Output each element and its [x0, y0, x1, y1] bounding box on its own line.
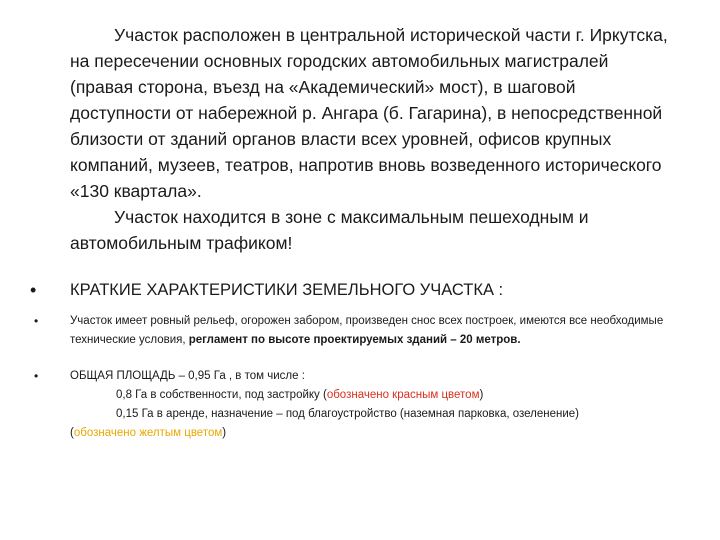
- list-item-heading: [30, 278, 690, 302]
- area-title: ОБЩАЯ ПЛОЩАДЬ – 0,95 Га , в том числе :: [70, 370, 305, 382]
- characteristics-list: [30, 278, 690, 443]
- lease-close: ): [222, 427, 227, 439]
- intro-paragraph-location: Участок расположен в центральной исторической части г. Иркутска, на пересечении основных городских автомобильных магистралей (правая сторона, въезд на «Академический» мост), в шаговой доступности от набережной р. Ангара (б. Гагарина), в непосредственной близости от зданий органов власти всех уровней, офисов крупных компаний, музеев, театров, напротив вновь возведенного исторического «130 квартала».: [70, 25, 668, 201]
- lease-marker-note: обозначено желтым цветом: [73, 427, 223, 439]
- characteristics-heading: КРАТКИЕ ХАРАКТЕРИСТИКИ ЗЕМЕЛЬНОГО УЧАСТКА :: [70, 281, 504, 299]
- relief-text: Участок имеет ровный рельеф, огорожен забором, произведен снос всех построек, имеются все необходимые технические условия,: [70, 315, 664, 346]
- intro-block: [70, 22, 670, 256]
- bullet-icon: •: [34, 369, 39, 383]
- bullet-icon: •: [34, 314, 39, 328]
- height-regulation: регламент по высоте проектируемых зданий – 20 метров.: [188, 334, 521, 346]
- bullet-icon: •: [30, 280, 37, 300]
- intro-paragraph-traffic: Участок находится в зоне с максимальным пешеходным и автомобильным трафиком!: [70, 207, 589, 253]
- list-item-area: [30, 367, 690, 443]
- list-item-relief: [30, 312, 690, 350]
- owned-close: ): [479, 389, 484, 401]
- area-lease: [70, 405, 690, 424]
- owned-marker-note: обозначено красным цветом: [326, 389, 480, 401]
- lease-open: (: [70, 427, 74, 439]
- area-owned: [70, 386, 690, 405]
- lease-note-line: [70, 424, 690, 443]
- owned-text: 0,8 Га в собственности, под застройку (: [116, 389, 327, 401]
- lease-text: 0,15 Га в аренде, назначение – под благоустройство (наземная парковка, озеленение): [116, 408, 580, 420]
